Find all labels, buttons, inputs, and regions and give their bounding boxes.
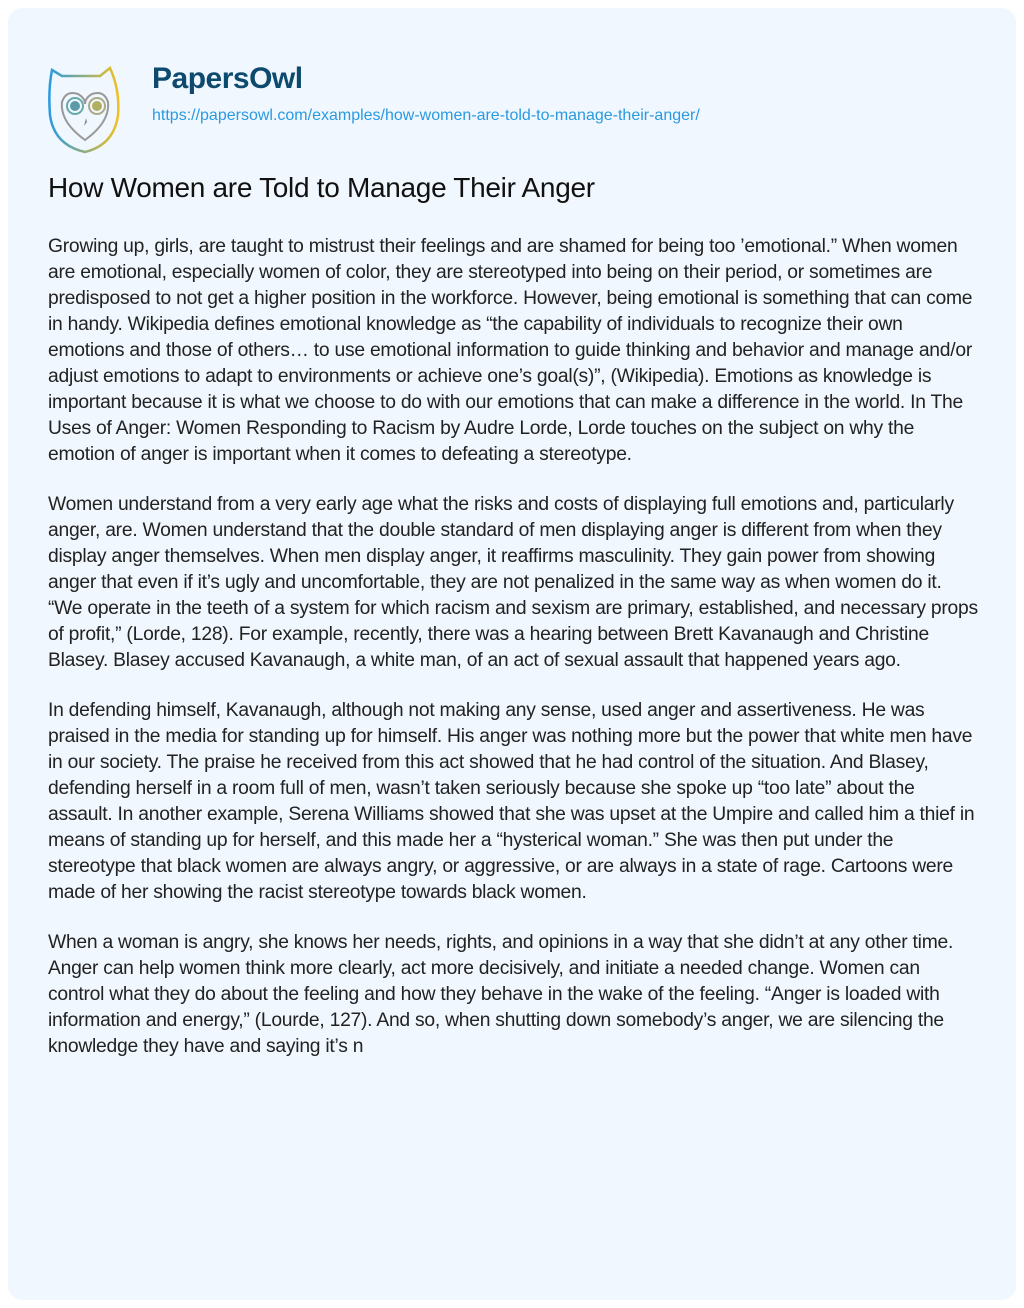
page-title: How Women are Told to Manage Their Anger — [48, 172, 595, 203]
brand-name: PapersOwl — [152, 62, 303, 95]
essay-body — [48, 234, 978, 1084]
paragraph: In defending himself, Kavanaugh, although not making any sense, used anger and assertiveness. He was praised in the media for standing up for himself. His anger was nothing more but the power that white men have in our society. The praise he received from this act showed that he had control of the situation. And Blasey, defending herself in a room full of men, wasn’t taken seriously because she spoke up “too late” about the assault. In another example, Serena Williams showed that she was upset at the Umpire and called him a thief in means of standing up for herself, and this made her a “hysterical woman.” She was then put under the stereotype that black women are always angry, or aggressive, or are always in a state of rage. Cartoons were made of her showing the racist stereotype towards black women. — [48, 700, 975, 903]
paragraph: When a woman is angry, she knows her needs, rights, and opinions in a way that she didn’t at any other time. Anger can help women think more clearly, act more decisively, and initiate a needed change. Women can control what they do about the feeling and how they behave in the wake of the feeling. “Anger is loaded with information and energy,” (Lourde, 127). And so, when shutting down somebody’s anger, we are silencing the knowledge they have and saying it’s n — [48, 932, 954, 1057]
paragraph: Growing up, girls, are taught to mistrust their feelings and are shamed for being too ’emotional.” When women are emotional, especially women of color, they are stereotyped into being on their period, or sometimes are predisposed to not get a higher position in the workforce. However, being emotional is something that can come in handy. Wikipedia defines emotional knowledge as “the capability of individuals to recognize their own emotions and those of others… to use emotional information to guide thinking and behavior and manage and/or adjust emotions to adapt to environments or achieve one’s goal(s)”, (Wikipedia). Emotions as knowledge is important because it is what we choose to do with our emotions that can make a difference in the world. In The Uses of Anger: Women Responding to Racism by Audre Lorde, Lorde touches on the subject on why the emotion of anger is important when it comes to defeating a stereotype. — [48, 236, 973, 465]
owl-logo-icon — [40, 60, 130, 160]
paragraph: Women understand from a very early age what the risks and costs of displaying full emotions and, particularly anger, are. Women understand that the double standard of men displaying anger is different from when they display anger themselves. When men display anger, it reaffirms masculinity. They gain power from showing anger that even if it’s ugly and uncomfortable, they are not penalized in the same way as when women do it. “We operate in the teeth of a system for which racism and sexism are primary, established, and necessary props of profit,” (Lorde, 128). For example, recently, there was a hearing between Brett Kavanaugh and Christine Blasey. Blasey accused Kavanaugh, a white man, of an act of sexual assault that happened years ago. — [48, 494, 978, 671]
page-url-link[interactable]: https://papersowl.com/examples/how-women-are-told-to-manage-their-anger/ — [152, 107, 700, 124]
